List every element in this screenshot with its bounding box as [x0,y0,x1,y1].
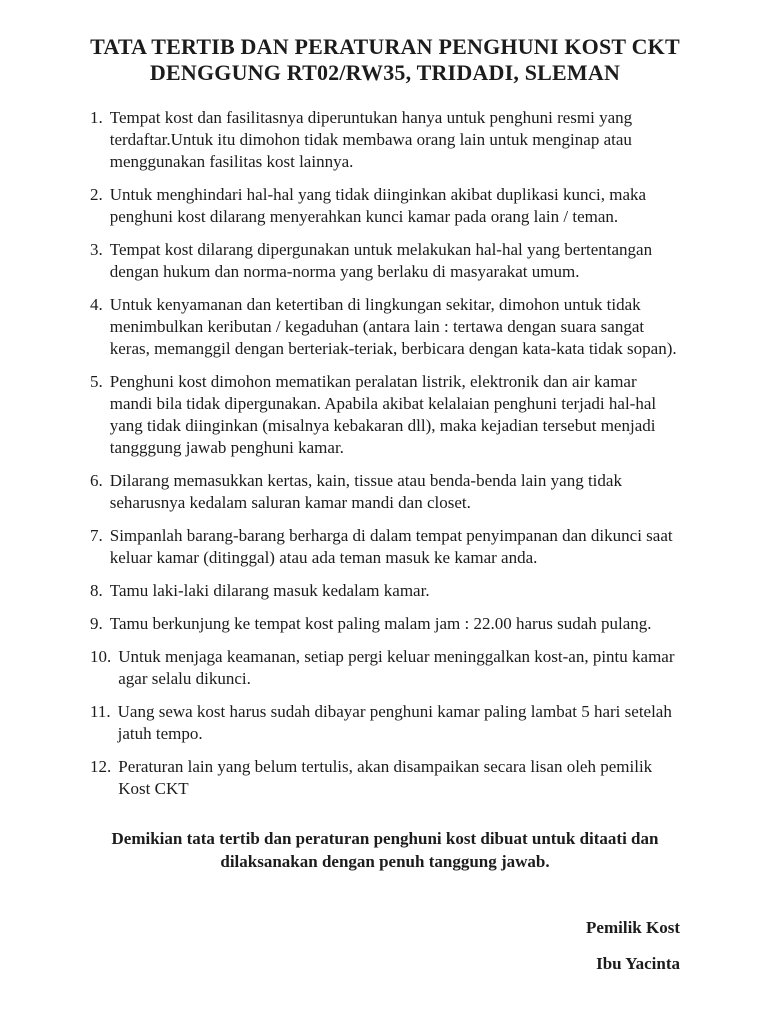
rule-item [90,184,680,228]
signature-role: Pemilik Kost [586,918,680,937]
rule-item [90,701,680,745]
rule-text: Tempat kost dilarang dipergunakan untuk melakukan hal-hal yang bertentangan dengan hukum dan norma-norma yang berlaku di masyarakat umum. [109,240,653,281]
rule-text: Untuk menghindari hal-hal yang tidak diinginkan akibat duplikasi kunci, maka penghuni kost dilarang menyerahkan kunci kamar pada orang lain / teman. [109,185,647,226]
rule-item [90,107,680,173]
document-title [90,34,680,86]
rules-list [90,107,680,800]
rule-text: Tamu berkunjung ke tempat kost paling malam jam : 22.00 harus sudah pulang. [109,614,652,633]
rule-number: 9. [90,614,103,633]
rule-text: Tempat kost dan fasilitasnya diperuntukan hanya untuk penghuni resmi yang terdaftar.Untuk itu dimohon tidak membawa orang lain untuk menginap atau menggunakan fasilitas kost lainnya. [109,108,633,171]
rule-number: 7. [90,526,103,545]
rule-number: 5. [90,372,103,391]
rule-number: 10. [90,647,112,666]
signature-block [90,917,680,975]
title-line-1: TATA TERTIB DAN PERATURAN PENGHUNI KOST CKT [90,34,680,59]
rule-item [90,239,680,283]
rule-item [90,646,680,690]
rule-text: Uang sewa kost harus sudah dibayar penghuni kamar paling lambat 5 hari setelah jatuh tempo. [117,702,672,743]
rule-text: Tamu laki-laki dilarang masuk kedalam kamar. [109,581,430,600]
signature-name: Ibu Yacinta [596,954,680,973]
rule-number: 11. [90,702,111,721]
title-line-2: DENGGUNG RT02/RW35, TRIDADI, SLEMAN [149,60,621,85]
rule-number: 8. [90,581,103,600]
rule-item [90,613,680,635]
rule-number: 1. [90,108,103,127]
rule-text: Untuk menjaga keamanan, setiap pergi keluar meninggalkan kost-an, pintu kamar agar selalu dikunci. [118,647,675,688]
closing-statement: Demikian tata tertib dan peraturan penghuni kost dibuat untuk ditaati dan dilaksanakan dengan penuh tanggung jawab. [111,829,659,871]
rule-text: Untuk kenyamanan dan ketertiban di lingkungan sekitar, dimohon untuk tidak menimbulkan keributan / kegaduhan (antara lain : tertawa dengan suara sangat keras, memanggil dengan berteriak-teriak, berbicara dengan kata-kata tidak sopan). [109,295,677,358]
rule-text: Penghuni kost dimohon mematikan peralatan listrik, elektronik dan air kamar mandi bila tidak dipergunakan. Apabila akibat kelalaian penghuni terjadi hal-hal yang tidak diinginkan (misalnya kebakaran dll), maka kejadian tersebut menjadi tangggung jawab penghuni kamar. [109,372,657,457]
rule-number: 2. [90,185,103,204]
rule-text: Dilarang memasukkan kertas, kain, tissue atau benda-benda lain yang tidak seharusnya kedalam saluran kamar mandi dan closet. [109,471,622,512]
rule-number: 4. [90,295,103,314]
rule-text: Peraturan lain yang belum tertulis, akan disampaikan secara lisan oleh pemilik Kost CKT [118,757,653,798]
rule-item [90,294,680,360]
rule-item [90,371,680,459]
rule-item [90,580,680,602]
rule-number: 6. [90,471,103,490]
rule-number: 12. [90,757,112,776]
rule-text: Simpanlah barang-barang berharga di dalam tempat penyimpanan dan dikunci saat keluar kamar (ditinggal) atau ada teman masuk ke kamar anda. [109,526,673,567]
rule-item [90,470,680,514]
rule-item [90,525,680,569]
rule-item [90,756,680,800]
rule-number: 3. [90,240,103,259]
